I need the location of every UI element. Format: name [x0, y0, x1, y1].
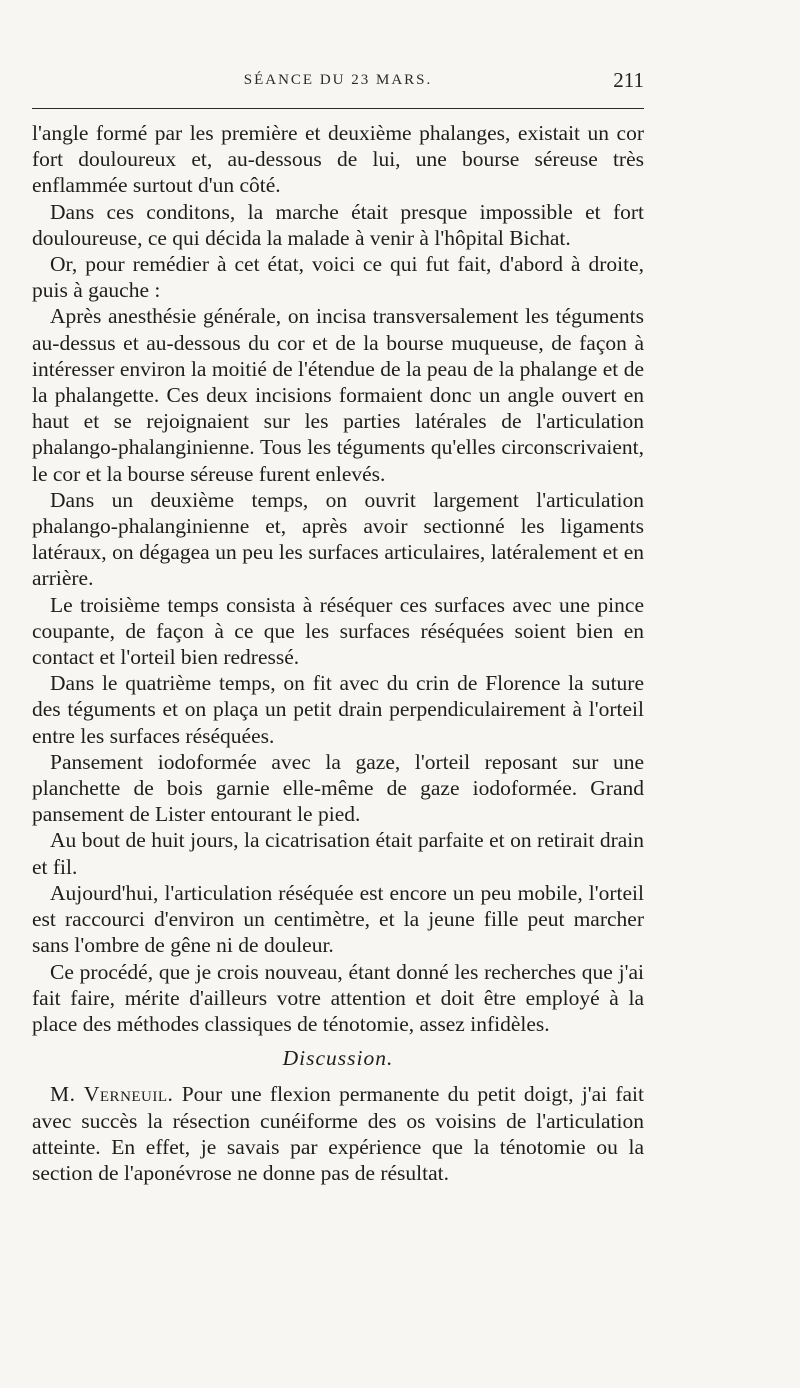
- paragraph: Dans un deuxième temps, on ouvrit largement l'articulation phalango-phalanginienne et, après avoir sectionné les ligaments latéraux, on dégagea un peu les surfaces articulaires, latéralement et en arrière.: [32, 487, 644, 591]
- discussion-text: Pour une flexion permanente du petit doigt, j'ai fait avec succès la résection cunéiforme des os voisins de l'articulation atteinte. En effet, je savais par expérience que la ténotomie ou la section de l'aponévrose ne donne pas de résultat.: [32, 1082, 645, 1185]
- header-rule: [32, 108, 644, 109]
- paragraph: Après anesthésie générale, on incisa transversalement les téguments au-dessus et au-dessous du cor et de la bourse muqueuse, de façon à intéresser environ la moitié de l'étendue de la peau de la phalange et de la phalangette. Ces deux incisions formaient donc un angle ouvert en haut et se rejoignaient sur les parties latérales de l'articulation phalango-phalanginienne. Tous les téguments qu'elles circonscrivaient, le cor et la bourse séreuse furent enlevés.: [32, 304, 644, 486]
- paragraph: Dans le quatrième temps, on fit avec du crin de Florence la suture des téguments et on plaça un petit drain perpendiculairement à l'orteil entre les surfaces réséquées.: [32, 671, 644, 748]
- discussion-paragraph: [32, 1081, 644, 1186]
- paragraph: Aujourd'hui, l'articulation réséquée est encore un peu mobile, l'orteil est raccourci d'environ un centimètre, et la jeune fille peut marcher sans l'ombre de gêne ni de douleur.: [32, 880, 644, 958]
- section-title: Discussion.: [282, 1046, 394, 1071]
- speaker-name: M. Verneuil.: [50, 1082, 174, 1107]
- page-number: 211: [613, 68, 644, 92]
- paragraph: Or, pour remédier à cet état, voici ce qui fut fait, d'abord à droite, puis à gauche :: [32, 252, 644, 303]
- body-text: [32, 120, 644, 1186]
- paragraph: Dans ces conditons, la marche était presque impossible et fort douloureuse, ce qui décida la malade à venir à l'hôpital Bichat.: [32, 199, 644, 250]
- paragraph: Le troisième temps consista à réséquer ces surfaces avec une pince coupante, de façon à ce que les surfaces réséquées soient bien en contact et l'orteil bien redressé.: [32, 592, 644, 670]
- paragraph: Ce procédé, que je crois nouveau, étant donné les recherches que j'ai fait faire, mérite d'ailleurs votre attention et doit être employé à la place des méthodes classiques de ténotomie, assez infidèles.: [32, 959, 644, 1036]
- page-header: [32, 68, 644, 102]
- paragraph: l'angle formé par les première et deuxième phalanges, existait un cor fort douloureux et, au-dessous de lui, une bourse séreuse très enflammée surtout d'un côté.: [32, 121, 644, 198]
- running-head: SÉANCE DU 23 MARS.: [243, 72, 433, 88]
- paragraph: Au bout de huit jours, la cicatrisation était parfaite et on retirait drain et fil.: [32, 828, 644, 879]
- paragraph: Pansement iodoformée avec la gaze, l'orteil reposant sur une planchette de bois garnie elle-même de gaze iodoformée. Grand pansement de Lister entourant le pied.: [32, 749, 644, 827]
